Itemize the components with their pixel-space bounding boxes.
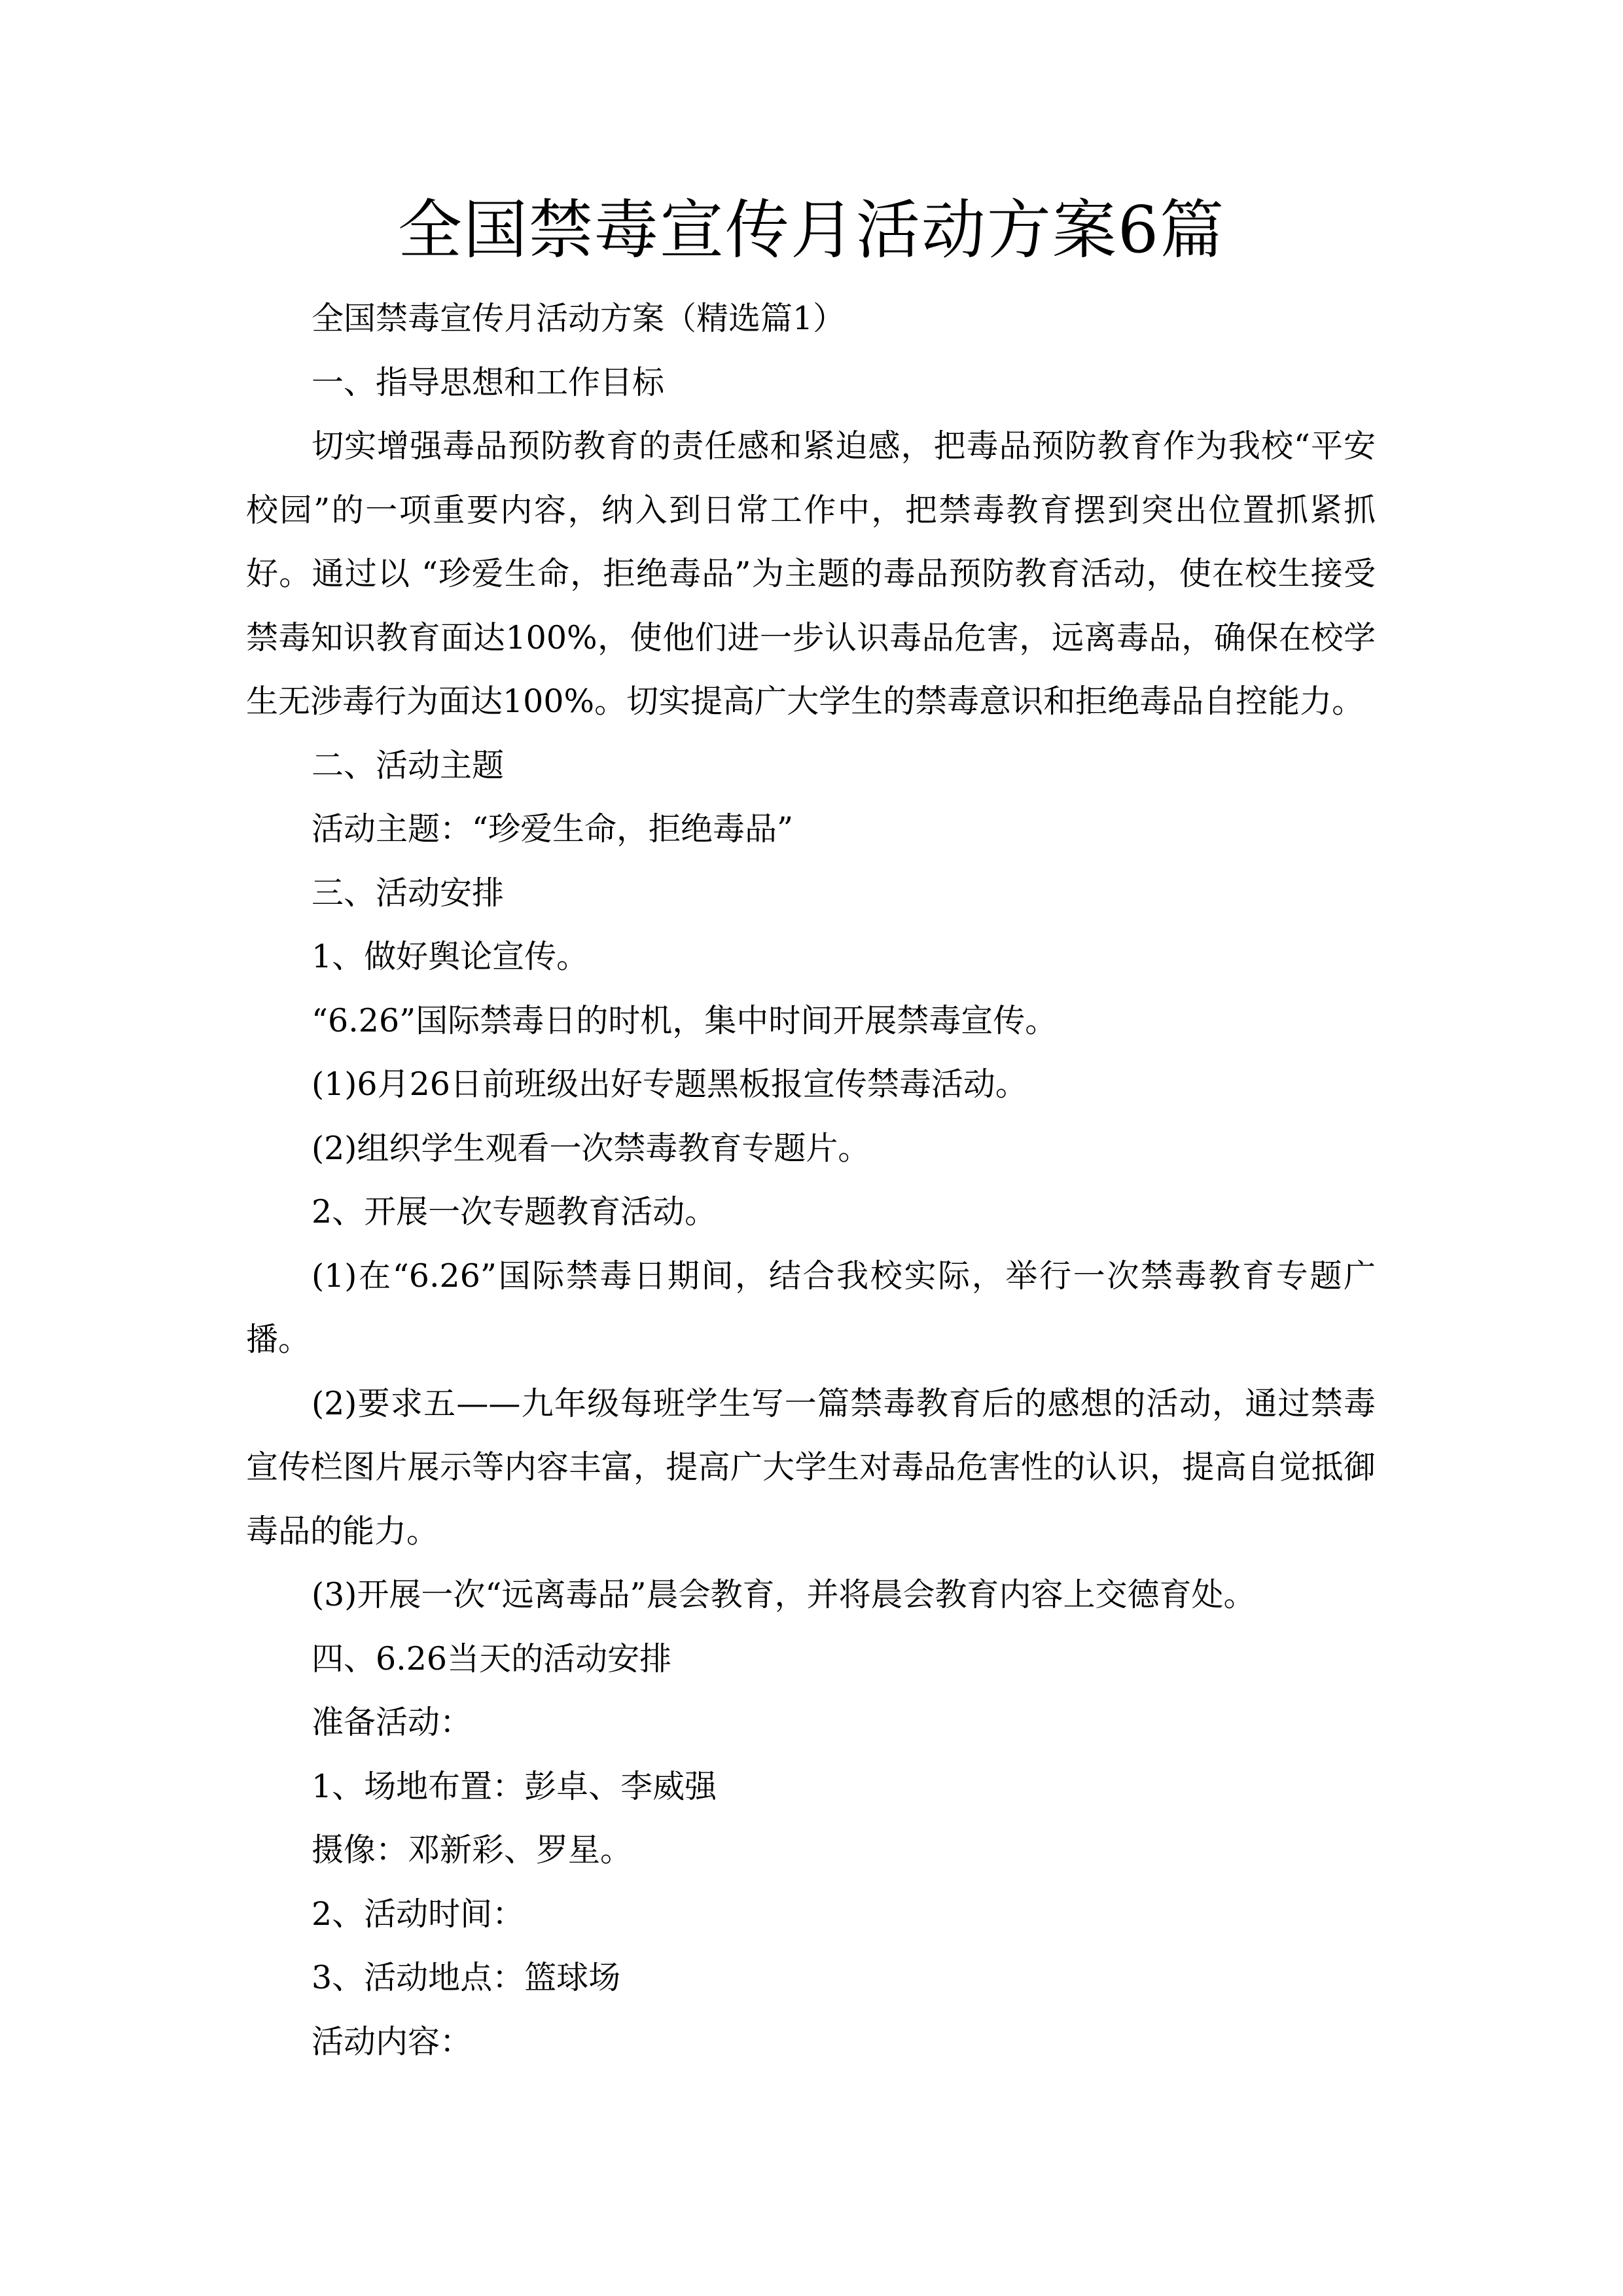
label-preparation: 准备活动： xyxy=(312,1704,473,1741)
heading-626-day: 四、6.26当天的活动安排 xyxy=(312,1640,672,1677)
paragraph-goals: 切实增强毒品预防教育的责任感和紧迫感，把毒品预防教育作为我校“平安校园”的一项重要内容，纳入到日常工作中，把禁毒教育摆到突出位置抓紧抓好。通过以 “珍爱生命，拒绝毒品”为主题的毒品预防教育活动，使在校生接受禁毒知识教育面达100%，使他们进一步认识毒品危害，远离毒品，确保在校学生无涉毒行为面达100%。切实提高广大学生的禁毒意识和拒绝毒品自控能力。 xyxy=(246,427,1376,720)
subitem-blackboard: (1)6月26日前班级出好专题黑板报宣传禁毒活动。 xyxy=(312,1066,1027,1103)
heading-theme: 二、活动主题 xyxy=(312,746,505,784)
item-photography: 摄像：邓新彩、罗星。 xyxy=(312,1831,633,1869)
heading-guiding-ideology: 一、指导思想和工作目标 xyxy=(312,363,665,401)
item-publicity: 1、做好舆论宣传。 xyxy=(312,938,589,975)
subitem-film: (2)组织学生观看一次禁毒教育专题片。 xyxy=(312,1129,870,1167)
item-venue-setup: 1、场地布置：彭卓、李威强 xyxy=(312,1767,717,1805)
subitem-broadcast: (1)在“6.26”国际禁毒日期间，结合我校实际，举行一次禁毒教育专题广播。 xyxy=(246,1257,1376,1358)
subitem-morning-meeting: (3)开展一次“远离毒品”晨会教育，并将晨会教育内容上交德育处。 xyxy=(312,1576,1256,1613)
heading-arrangement: 三、活动安排 xyxy=(312,874,505,912)
document-body xyxy=(246,287,1376,2073)
subitem-essay: (2)要求五——九年级每班学生写一篇禁毒教育后的感想的活动，通过禁毒宣传栏图片展示等内容丰富，提高广大学生对毒品危害性的认识，提高自觉抵御毒品的能力。 xyxy=(246,1384,1376,1550)
paragraph-theme: 活动主题：“珍爱生命，拒绝毒品” xyxy=(312,810,794,848)
paragraph-626-publicity: “6.26”国际禁毒日的时机，集中时间开展禁毒宣传。 xyxy=(312,1001,1058,1039)
label-content: 活动内容： xyxy=(312,2022,473,2060)
section-subtitle: 全国禁毒宣传月活动方案（精选篇1） xyxy=(312,300,846,337)
item-location: 3、活动地点：篮球场 xyxy=(312,1959,621,1996)
item-education-activity: 2、开展一次专题教育活动。 xyxy=(312,1193,717,1230)
document-title: 全国禁毒宣传月活动方案6篇 xyxy=(397,193,1226,268)
item-time: 2、活动时间： xyxy=(312,1895,525,1933)
